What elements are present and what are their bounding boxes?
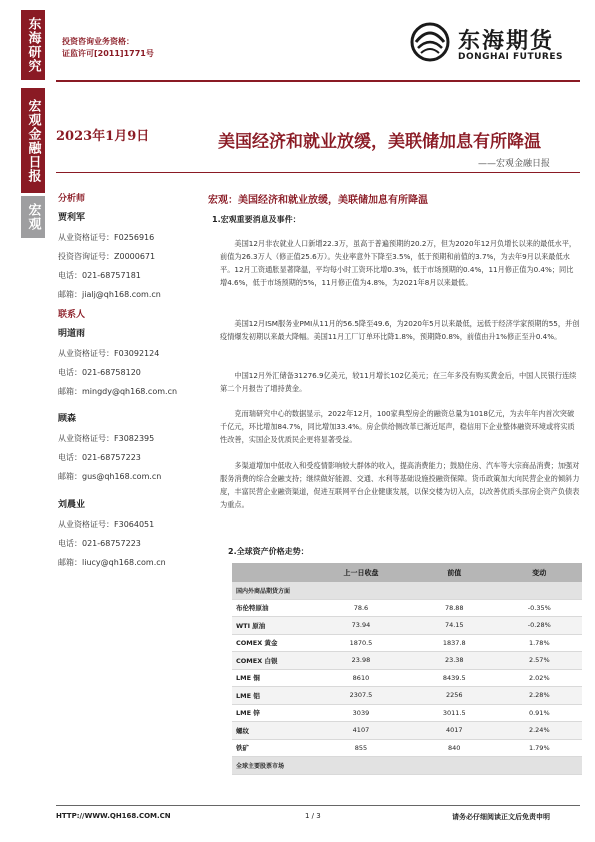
cell-prev: 8439.5 xyxy=(412,669,497,687)
band-label: 国内外商品期货方面 xyxy=(232,582,582,599)
cell-prev: 4017 xyxy=(412,722,497,740)
paragraph-pmi: 美国12月ISM服务业PMI从11月的56.5降至49.6，为2020年5月以来最低，远低于经济学家预期的55，并创疫情爆发初期以来最大降幅。美国11月工厂订单环比降1.8%，预期降0.8%，前值由升1%修正至升0.4%。 xyxy=(220,319,580,341)
cell-last: 1870.5 xyxy=(310,634,412,652)
contact-phone: 电话：021-68757223 xyxy=(58,539,141,548)
column-header: 前值 xyxy=(412,563,497,582)
table-row xyxy=(232,599,582,617)
cell-last: 2307.5 xyxy=(310,687,412,705)
contact-phone: 电话：021-68757223 xyxy=(58,453,141,462)
report-title: 美国经济和就业放缓，美联储加息有所降温 xyxy=(218,132,541,152)
table-row xyxy=(232,687,582,705)
footer-url[interactable]: HTTP://WWW.QH168.COM.CN xyxy=(56,812,171,820)
cell-chg: 2.28% xyxy=(497,687,582,705)
contact-email[interactable]: 邮箱：mingdy@qh168.com.cn xyxy=(58,387,178,396)
contact-name: 刘晨业 xyxy=(58,500,86,510)
cell-name: 螺纹 xyxy=(232,722,310,740)
contact-email[interactable]: 邮箱：liucy@qh168.com.cn xyxy=(58,558,166,567)
cell-last: 23.98 xyxy=(310,652,412,670)
header-rule xyxy=(56,80,580,82)
footer-rule xyxy=(56,805,580,806)
analyst-name: 贾利军 xyxy=(58,213,86,223)
section-title: 宏观：美国经济和就业放缓，美联储加息有所降温 xyxy=(208,195,428,206)
contact-1 xyxy=(58,325,177,401)
contact-name: 顾森 xyxy=(58,414,77,424)
cell-chg: 0.91% xyxy=(497,704,582,722)
cell-chg: 2.24% xyxy=(497,722,582,740)
contact-2 xyxy=(58,410,161,486)
report-subtitle: ——宏观金融日报 xyxy=(478,159,551,169)
table-header-row xyxy=(232,563,582,582)
cell-chg: 1.78% xyxy=(497,634,582,652)
company-tab: 东海研究 xyxy=(21,10,45,80)
contact-qualification: 从业资格证号：F3064051 xyxy=(58,520,155,529)
analyst-email[interactable]: 邮箱：jialj@qh168.com.cn xyxy=(58,290,161,299)
cell-chg: 2.02% xyxy=(497,669,582,687)
paragraph-fx-reserves: 中国12月外汇储备31276.9亿美元，较11月增长102亿美元；在三年多没有购买黄金后，中国人民银行连续第二个月报告了增持黄金。 xyxy=(220,371,577,393)
logo-chinese-name: 东海期货 xyxy=(458,28,555,54)
cell-name: WTI 原油 xyxy=(232,617,310,635)
logo-english-name: DONGHAI FUTURES xyxy=(458,52,563,62)
table-row xyxy=(232,617,582,635)
page-number: 1 / 3 xyxy=(305,812,321,820)
table-band-commodities xyxy=(232,582,582,599)
analyst-qualification: 从业资格证号：F0256916 xyxy=(58,233,155,242)
cell-prev: 78.88 xyxy=(412,599,497,617)
contact-name: 明道雨 xyxy=(58,329,86,339)
table-row xyxy=(232,739,582,757)
cell-prev: 2256 xyxy=(412,687,497,705)
contact-heading-block xyxy=(58,306,85,325)
report-type-tab: 宏观金融日报 xyxy=(21,88,45,193)
contact-heading: 联系人 xyxy=(58,310,86,320)
cell-name: LME 锌 xyxy=(232,704,310,722)
analyst-block xyxy=(58,190,161,304)
asset-price-table xyxy=(232,563,582,775)
cell-name: LME 铝 xyxy=(232,687,310,705)
license-line-1: 投资咨询业务资格： xyxy=(62,37,134,46)
company-logo xyxy=(408,18,578,70)
logo-mark-icon xyxy=(408,20,452,64)
cell-prev: 1837.8 xyxy=(412,634,497,652)
band-label: 全球主要股票市场 xyxy=(232,757,582,775)
table-row xyxy=(232,634,582,652)
analyst-consult-cert: 投资咨询证号：Z0000671 xyxy=(58,252,156,261)
table-band-stocks xyxy=(232,757,582,775)
title-rule xyxy=(56,172,580,173)
analyst-heading: 分析师 xyxy=(58,194,86,204)
cell-name: COMEX 白银 xyxy=(232,652,310,670)
paragraph-policy: 多渠道增加中低收入和受疫情影响较大群体的收入，提高消费能力；鼓励住房、汽车等大宗商品消费；加强对服务消费的综合金融支持；继续做好能源、交通、水利等基础设施投融资保障。货币政策加大向民营企业的倾斜力度，丰富民营企业融资渠道，促进互联网平台企业健康发展，以保交楼为切入点，以改善优质头部房企资产负债表为重点。 xyxy=(220,461,580,509)
analyst-phone: 电话：021-68757181 xyxy=(58,271,141,280)
table-row xyxy=(232,722,582,740)
cell-name: LME 铜 xyxy=(232,669,310,687)
cell-last: 4107 xyxy=(310,722,412,740)
cell-prev: 23.38 xyxy=(412,652,497,670)
cell-name: 布伦特原油 xyxy=(232,599,310,617)
report-date: 2023年1月9日 xyxy=(56,129,150,144)
cell-last: 3039 xyxy=(310,704,412,722)
cell-last: 78.6 xyxy=(310,599,412,617)
column-header: 变动 xyxy=(497,563,582,582)
subsection-heading-events: 1.宏观重要消息及事件： xyxy=(212,215,301,224)
column-header xyxy=(232,563,310,582)
cell-last: 8610 xyxy=(310,669,412,687)
subsection-heading-prices: 2.全球资产价格走势： xyxy=(228,547,309,556)
cell-chg: 1.79% xyxy=(497,739,582,757)
cell-prev: 840 xyxy=(412,739,497,757)
cell-prev: 74.15 xyxy=(412,617,497,635)
cell-name: COMEX 黄金 xyxy=(232,634,310,652)
cell-chg: 2.57% xyxy=(497,652,582,670)
contact-qualification: 从业资格证号：F3082395 xyxy=(58,434,155,443)
cell-prev: 3011.5 xyxy=(412,704,497,722)
contact-qualification: 从业资格证号：F03092124 xyxy=(58,349,160,358)
cell-chg: -0.28% xyxy=(497,617,582,635)
cell-name: 铁矿 xyxy=(232,739,310,757)
contact-phone: 电话：021-68758120 xyxy=(58,368,141,377)
license-info xyxy=(62,36,154,60)
table-row xyxy=(232,652,582,670)
contact-3 xyxy=(58,496,166,572)
license-line-2: 证监许可[2011]1771号 xyxy=(62,49,154,58)
table-row xyxy=(232,669,582,687)
table-row xyxy=(232,704,582,722)
footer-disclaimer: 请务必仔细阅读正文后免责申明 xyxy=(452,813,550,821)
paragraph-property-financing: 克而瑞研究中心的数据显示，2022年12月，100家典型房企的融资总量为1018亿元，为去年年内首次突破千亿元，环比增加84.7%，同比增加33.4%。房企供给侧改革已渐近尾声，稳信用下企业整体融资环境或将实质性改善，实国企及优质民企更将显著受益。 xyxy=(220,409,575,444)
column-header: 上一日收盘 xyxy=(310,563,412,582)
cell-last: 73.94 xyxy=(310,617,412,635)
cell-chg: -0.35% xyxy=(497,599,582,617)
paragraph-employment: 美国12月非农就业人口新增22.3万，虽高于普遍预期的20.2万，但为2020年12月负增长以来的最低水平，前值为26.3万人（修正值25.6万）。失业率意外下降至3.5%，低于预期和前值的3.7%，为去年9月以来最低水平。12月工资通胀显著降温，平均每小时工资环比增0.3%，低于市场预期的0.4%，11月修正值为0.4%；同比增4.6%，低于市场预期的5%，11月修正值为4.8%，为2021年8月以来最低。 xyxy=(220,239,577,287)
category-tab: 宏观 xyxy=(21,196,45,238)
contact-email[interactable]: 邮箱：gus@qh168.com.cn xyxy=(58,472,162,481)
cell-last: 855 xyxy=(310,739,412,757)
